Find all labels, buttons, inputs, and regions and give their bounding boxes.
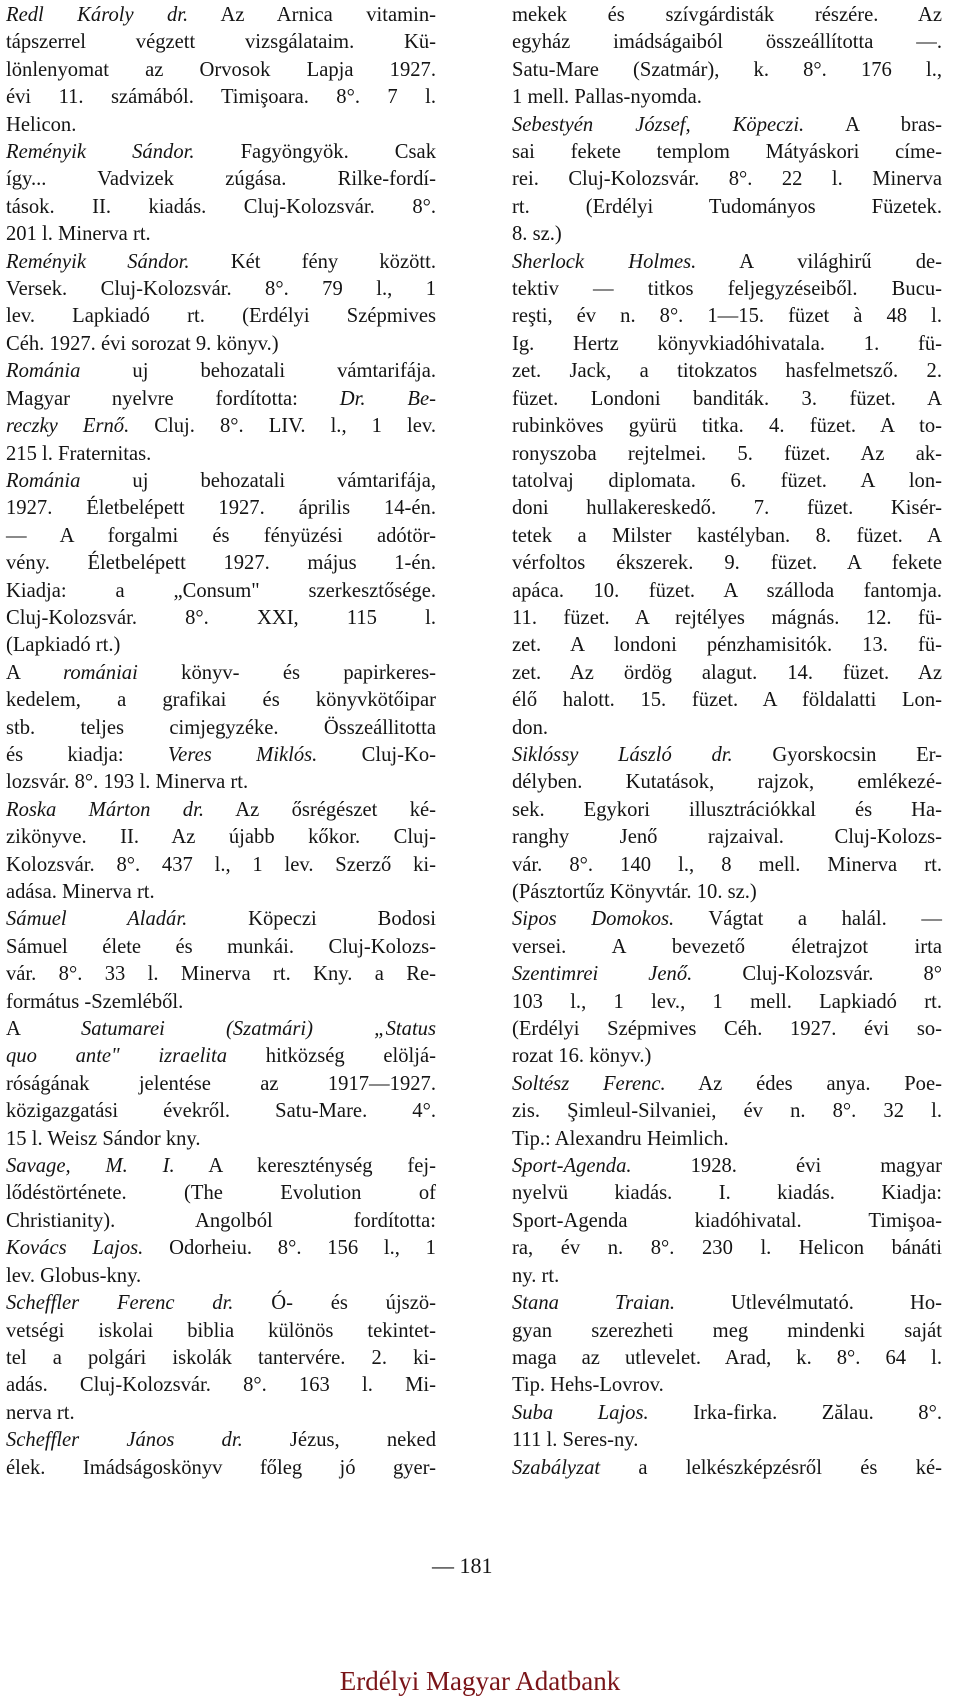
entry-text: (Erdélyi Szépmives Céh. 1927. évi so- [512,1018,942,1041]
footer-watermark: Erdélyi Magyar Adatbank [339,1666,621,1696]
page-number: — 181 [432,1553,493,1578]
entry-text: Jézus, neked [242,1429,436,1452]
text-line [512,441,942,468]
entry-text: könyv- és papirkeres- [137,661,436,684]
text-line [6,934,436,961]
text-line [512,29,942,56]
text-line [6,194,436,221]
author-name: Roska Márton dr. [6,798,204,821]
text-line [6,1016,436,1043]
text-line [6,386,436,413]
entry-text: Az Arnica vitamin- [188,4,436,26]
entry-text: vár. 8°. 33 l. Minerva rt. Kny. a Re- [6,963,436,986]
entry-text: 1927. Életbelépett 1927. április 14-én. [6,497,436,520]
text-line [6,578,436,605]
entry-text: tel a polgári iskolák tantervére. 2. ki- [6,1346,436,1369]
author-name: Sebestyén József, Köpeczi. [512,113,805,136]
text-line [6,1043,436,1070]
entry-text: így... Vadvizek zúgása. Rilke-fordí- [6,168,436,191]
entry-text: A bras- [804,113,942,136]
text-line [512,1427,942,1454]
text-line [512,523,942,550]
entry-text: lönlenyomat az Orvosok Lapja 1927. [6,58,436,81]
text-line [6,1180,436,1207]
text-line [512,1043,942,1070]
text-line [6,1153,436,1180]
text-line [512,1400,942,1427]
text-line [512,879,942,906]
text-line [6,660,436,687]
entry-text: tatolvaj diplomata. 6. füzet. A lon- [512,469,942,492]
entry-text: Sámuel élete és munkái. Cluj-Kolozs- [6,935,436,958]
text-line [6,852,436,879]
text-line [6,1263,436,1290]
text-line [512,632,942,659]
text-line [6,523,436,550]
entry-text: vár. 8°. 140 l., 8 mell. Minerva rt. [512,853,942,876]
entry-text: Christianity). Angolból fordította: [6,1209,436,1232]
right-column [512,2,942,1482]
entry-text: vetségi iskolai biblia különös tekintet- [6,1319,436,1342]
entry-text: zet. A londoni pénzhamisitók. 13. fü- [512,634,942,657]
entry-text: Magyar nyelvre fordította: [6,387,340,410]
text-line [512,112,942,139]
entry-text: rt. (Erdélyi Tudományos Füzetek. [512,195,942,218]
author-name: Kovács Lajos. [6,1237,144,1260]
text-line [6,1455,436,1482]
entry-text: vény. Életbelépett 1927. május 1-én. [6,552,436,575]
entry-text: ra, év n. 8°. 230 l. Helicon bánáti [512,1237,942,1260]
entry-text: 8. sz.) [512,223,562,246]
text-line [6,824,436,851]
entry-text: A kereszténység fej- [174,1155,436,1178]
text-line [512,660,942,687]
text-line [6,468,436,495]
text-line [6,358,436,385]
text-line [6,221,436,248]
entry-text: Két fény között. [189,250,436,273]
entry-text: Irka-firka. Zălau. 8°. [648,1401,942,1424]
text-line [6,303,436,330]
entry-text: Céh. 1927. évi sorozat 9. könyv.) [6,332,279,355]
text-line [512,331,942,358]
author-name: Redl Károly dr. [6,4,189,26]
text-line [6,166,436,193]
author-name: Sipos Domokos. [512,908,675,931]
text-line [6,879,436,906]
entry-text: zis. Şimleul-Silvaniei, év n. 8°. 32 l. [512,1100,942,1123]
text-line [6,1098,436,1125]
text-line [6,605,436,632]
entry-text: — A forgalmi és fényüzési adótör- [6,524,436,547]
entry-text: sek. Egykori illusztrációkkal és Ha- [512,798,942,821]
entry-text: rubinköves gyürü titka. 4. füzet. A to- [512,415,942,438]
text-line [512,961,942,988]
entry-text: Ig. Hertz könyvkiadóhivatala. 1. fü- [512,332,942,355]
entry-text: élek. Imádságoskönyv főleg jó gyer- [6,1456,436,1479]
entry-text: Az édes anya. Poe- [665,1072,942,1095]
entry-text: ranghy Jenő rajzaival. Cluj-Kolozs- [512,826,942,849]
text-line [6,495,436,522]
entry-text: Vágtat a halál. — [674,908,942,931]
entry-text: 11. füzet. A rejtélyes mágnás. 12. fü- [512,606,942,629]
author-name: Reményik Sándor. [6,141,195,164]
text-line [6,1290,436,1317]
text-line [6,906,436,933]
entry-text: délyben. Kutatások, rajzok, emlékezé- [512,771,942,794]
entry-text: zet. Jack, a titokzatos hasfelmetsző. 2. [512,360,942,383]
author-name: Siklóssy László dr. [512,743,733,766]
text-line [512,1208,942,1235]
text-line [6,1126,436,1153]
entry-text: stb. teljes cimjegyzéke. Összeállitotta [6,716,436,739]
author-name: romániai [63,661,138,684]
author-name: Soltész Ferenc. [512,1072,666,1095]
entry-text: adás. Cluj-Kolozsvár. 8°. 163 l. Mi- [6,1374,436,1397]
entry-text: Kiadja: a „Consum" szerkesztősége. [6,579,436,602]
text-line [512,989,942,1016]
author-name: reczky Ernő. [6,415,130,438]
text-line [512,605,942,632]
text-line [6,769,436,796]
text-line [512,358,942,385]
text-line [512,194,942,221]
author-name: Scheffler János dr. [6,1429,243,1452]
text-line [6,797,436,824]
author-name: Sámuel Aladár. [6,908,188,931]
author-name: Sport-Agenda. [512,1155,632,1178]
entry-text: rei. Cluj-Kolozsvár. 8°. 22 l. Minerva [512,168,942,191]
text-line [512,139,942,166]
text-line [6,139,436,166]
text-line [6,550,436,577]
author-name: Reményik Sándor. [6,250,190,273]
entry-text: és kiadja: [6,743,168,766]
author-name: Stana Traian. [512,1292,675,1315]
text-line [512,742,942,769]
entry-text: doni hullakereskedő. 7. füzet. Kisér- [512,497,942,520]
entry-text: Sport-Agenda kiadóhivatal. Timişoa- [512,1209,942,1232]
text-line [6,632,436,659]
text-line [512,797,942,824]
entry-text: Az ősrégészet ké- [204,798,436,821]
entry-text: egyház imádságaiból összeállította —. [512,31,942,54]
entry-text: apáca. 10. füzet. A szálloda fantomja. [512,579,942,602]
entry-text: tápszerrel végzett vizsgálataim. Kü- [6,31,436,54]
text-line [512,57,942,84]
entry-text: 201 l. Minerva rt. [6,223,151,246]
entry-text: mekek és szívgárdisták részére. Az [512,4,942,26]
author-name: Szentimrei Jenő. [512,963,693,986]
text-line [512,715,942,742]
entry-text: Cluj-Kolozsvár. 8° [692,963,942,986]
text-line [6,961,436,988]
text-line [6,112,436,139]
text-line [512,166,942,193]
entry-text: ronyszoba rejtelmei. 5. füzet. Az ak- [512,442,942,465]
text-line [512,687,942,714]
text-line [6,29,436,56]
entry-text: (Pásztortűz Könyvtár. 10. sz.) [512,881,757,903]
entry-text: Odorheiu. 8°. 156 l., 1 [143,1237,436,1260]
entry-text: Versek. Cluj-Kolozsvár. 8°. 79 l., 1 [6,278,436,301]
entry-text: 1928. évi magyar [631,1155,942,1178]
entry-text: a lelkészképzésről és ké- [600,1456,942,1479]
text-line [512,769,942,796]
entry-text: tektiv — titkos feljegyzéseiből. Bucu- [512,278,942,301]
text-line [512,495,942,522]
text-line [512,1372,942,1399]
entry-text: Tip. Hehs-Lovrov. [512,1374,664,1397]
text-line [512,824,942,851]
entry-text: (Lapkiadó rt.) [6,634,121,657]
entry-text: lev. Lapkiadó rt. (Erdélyi Szépmives [6,305,436,328]
author-name: Suba Lajos. [512,1401,649,1424]
author-name: Veres Miklós. [167,743,318,766]
text-line [512,1016,942,1043]
text-line [6,715,436,742]
entry-text: Cluj. 8°. LIV. l., 1 lev. [129,415,436,438]
entry-text: versei. A bevezető életrajzot irta [512,935,942,958]
text-line [6,57,436,84]
entry-text: 111 l. Seres-ny. [512,1429,639,1452]
text-line [512,1098,942,1125]
text-line [6,989,436,1016]
entry-text: 103 l., 1 lev., 1 mell. Lapkiadó rt. [512,990,942,1013]
text-line [6,441,436,468]
entry-text: gyan szerezheti meg mindenki saját [512,1319,942,1342]
text-line [512,249,942,276]
entry-text: Kolozsvár. 8°. 437 l., 1 lev. Szerző ki- [6,853,436,876]
entry-text: sai fekete templom Mátyáskori címe- [512,141,942,164]
text-line [6,1071,436,1098]
text-line [6,1318,436,1345]
entry-text: zikönyve. II. Az újabb kőkor. Cluj- [6,826,436,849]
text-line [6,1372,436,1399]
entry-text: reşti, év n. 8°. 1—15. füzet à 48 l. [512,305,942,328]
entry-text: közigazgatási évekről. Satu-Mare. 4°. [6,1100,436,1123]
entry-text: rozat 16. könyv.) [512,1045,652,1068]
text-line [512,906,942,933]
entry-text: uj behozatali vámtarifája. [80,360,436,383]
author-name: Savage, M. I. [6,1155,175,1178]
text-line [512,1455,942,1482]
text-line [512,1180,942,1207]
text-line [6,276,436,303]
author-name: Scheffler Ferenc dr. [6,1292,234,1315]
entry-text: Ó- és újszö- [233,1292,436,1315]
text-line [512,1318,942,1345]
author-name: Sherlock Holmes. [512,250,697,273]
text-line [6,687,436,714]
entry-text: Utlevélmutató. Ho- [675,1292,942,1315]
author-name: quo ante" izraelita [6,1045,228,1068]
text-line [6,742,436,769]
text-line [512,1071,942,1098]
entry-text: maga az utlevelet. Arad, k. 8°. 64 l. [512,1346,942,1369]
text-line [6,84,436,111]
entry-text: Cluj-Ko- [317,743,436,766]
text-line [6,1427,436,1454]
text-line [6,1208,436,1235]
text-line [512,413,942,440]
entry-text: hitközség elöljá- [227,1045,436,1068]
text-line [512,934,942,961]
text-line [6,1235,436,1262]
author-name: Románia [6,469,81,492]
entry-text: évi 11. számából. Timişoara. 8°. 7 l. [6,86,436,109]
text-line [512,1345,942,1372]
entry-text: Satu-Mare (Szatmár), k. 8°. 176 l., [512,58,942,81]
entry-text: adása. Minerva rt. [6,881,155,903]
entry-text: élő halott. 15. füzet. A földalatti Lon- [512,689,942,712]
text-line [512,578,942,605]
entry-text: don. [512,716,549,739]
entry-text: lozsvár. 8°. 193 l. Minerva rt. [6,771,249,794]
entry-text: Köpeczi Bodosi [187,908,436,931]
entry-text: lődéstörténete. (The Evolution of [6,1182,436,1205]
entry-text: Helicon. [6,113,77,136]
entry-text: uj behozatali vámtarifája, [80,469,436,492]
text-line [512,1290,942,1317]
text-line [512,276,942,303]
text-line [6,1345,436,1372]
entry-text: 215 l. Fraternitas. [6,442,152,465]
entry-text: formátus -Szemléből. [6,990,184,1013]
entry-text: zet. Az ördög alagut. 14. füzet. Az [512,661,942,684]
text-line [512,852,942,879]
entry-text: A [6,1018,81,1041]
entry-text: füzet. Londoni banditák. 3. füzet. A [512,387,942,410]
entry-text: vérfoltos ékszerek. 9. füzet. A fekete [512,552,942,575]
author-name: Satumarei (Szatmári) „Status [80,1018,436,1041]
entry-text: Gyorskocsin Er- [732,743,942,766]
author-name: Szabályzat [512,1456,601,1479]
text-line [512,1235,942,1262]
text-line [6,2,436,29]
text-line [512,386,942,413]
text-line [512,1153,942,1180]
author-name: Dr. Be- [339,387,436,410]
entry-text: nyelvü kiadás. I. kiadás. Kiadja: [512,1182,942,1205]
text-line [6,249,436,276]
text-line [512,550,942,577]
entry-text: 1 mell. Pallas-nyomda. [512,86,702,109]
entry-text: kedelem, a grafikai és könyvkötőipar [6,689,436,712]
entry-text: tetek a Milster kastélyban. 8. füzet. A [512,524,942,547]
entry-text: ny. rt. [512,1264,560,1287]
text-line [512,84,942,111]
entry-text: róságának jelentése az 1917—1927. [6,1072,436,1095]
entry-text: tások. II. kiadás. Cluj-Kolozsvár. 8°. [6,195,436,218]
entry-text: Fagyöngyök. Csak [194,141,436,164]
text-line [6,331,436,358]
text-line [512,1126,942,1153]
author-name: Románia [6,360,81,383]
text-line [512,1263,942,1290]
text-line [512,2,942,29]
text-line [512,303,942,330]
entry-text: Cluj-Kolozsvár. 8°. XXI, 115 l. [6,606,436,629]
text-line [512,468,942,495]
text-line [6,413,436,440]
entry-text: A [6,661,64,684]
text-line [6,1400,436,1427]
entry-text: 15 l. Weisz Sándor kny. [6,1127,201,1150]
entry-text: nerva rt. [6,1401,75,1424]
entry-text: Tip.: Alexandru Heimlich. [512,1127,729,1150]
left-column [6,2,436,1482]
text-line [512,221,942,248]
entry-text: lev. Globus-kny. [6,1264,142,1287]
entry-text: A világhirű de- [696,250,942,273]
